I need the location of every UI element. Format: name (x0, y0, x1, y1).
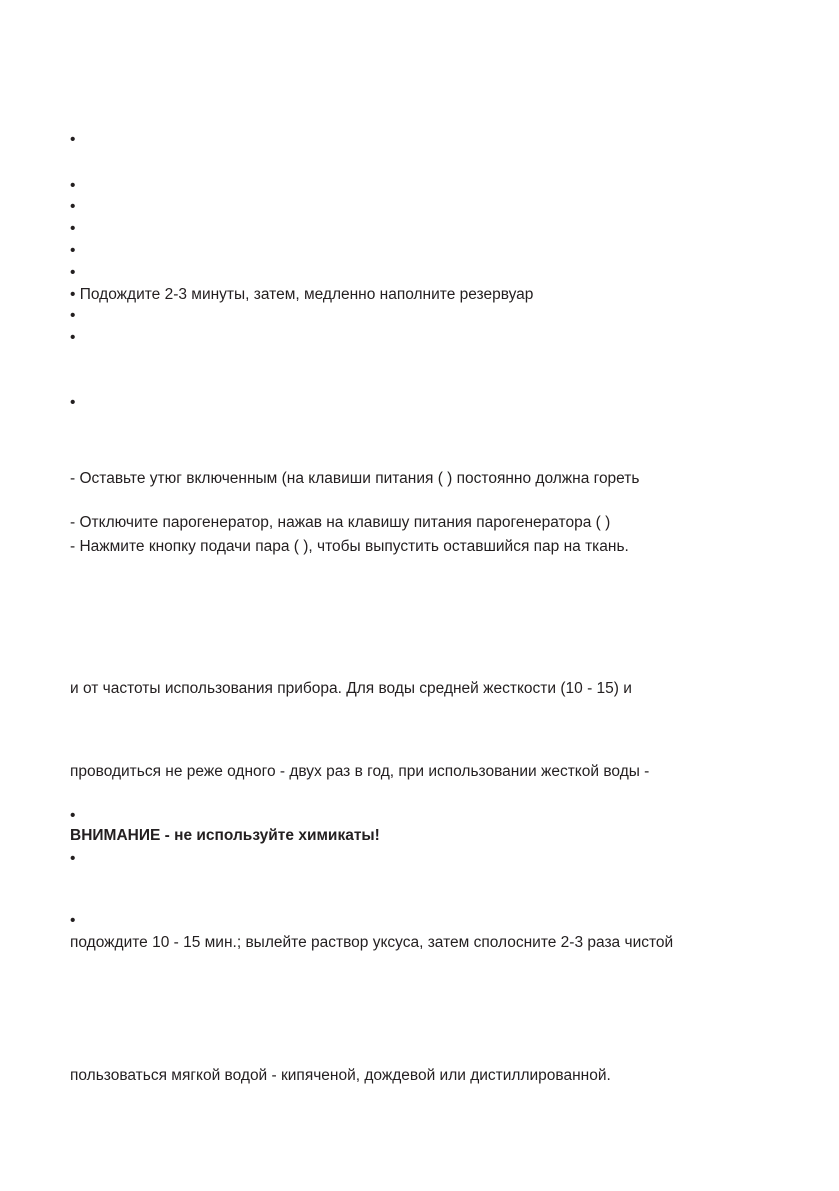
yearly-text: проводиться не реже одного - двух раз в год, при использовании жесткой воды - (70, 763, 650, 780)
bullet-12: • (70, 850, 76, 867)
bullet-9: • (70, 329, 76, 346)
bullet-2: • (70, 177, 76, 194)
text-line-wait-fill (70, 285, 533, 305)
bullet-13: • (70, 912, 76, 929)
frequency-text: и от частоты использования прибора. Для воды средней жесткости (10 - 15) и (70, 680, 632, 697)
bullet-3: • (70, 198, 76, 215)
soft-water-text: пользоваться мягкой водой - кипяченой, дождевой или дистиллированной. (70, 1067, 611, 1084)
bullet-4: • (70, 220, 76, 237)
warning-text: ВНИМАНИЕ - не используйте химикаты! (70, 827, 380, 844)
bullet-5: • (70, 242, 76, 259)
bullet-11: • (70, 807, 76, 824)
bullet-6: • (70, 264, 76, 281)
vinegar-text: подождите 10 - 15 мин.; вылейте раствор уксуса, затем сполосните 2-3 раза чистой (70, 934, 674, 951)
leave-on-text: - Оставьте утюг включенным (на клавиши питания ( ) постоянно должна гореть (70, 470, 640, 487)
turn-off-text: - Отключите парогенератор, нажав на клавишу питания парогенератора ( ) (70, 514, 611, 531)
bullet-1: • (70, 131, 76, 148)
bullet-8: • (70, 307, 76, 324)
bullet-7: • (70, 286, 76, 303)
wait-fill-text: Подождите 2-3 минуты, затем, медленно наполните резервуар (79, 286, 534, 303)
press-steam-text: - Нажмите кнопку подачи пара ( ), чтобы выпустить оставшийся пар на ткань. (70, 538, 629, 555)
bullet-10: • (70, 394, 76, 411)
